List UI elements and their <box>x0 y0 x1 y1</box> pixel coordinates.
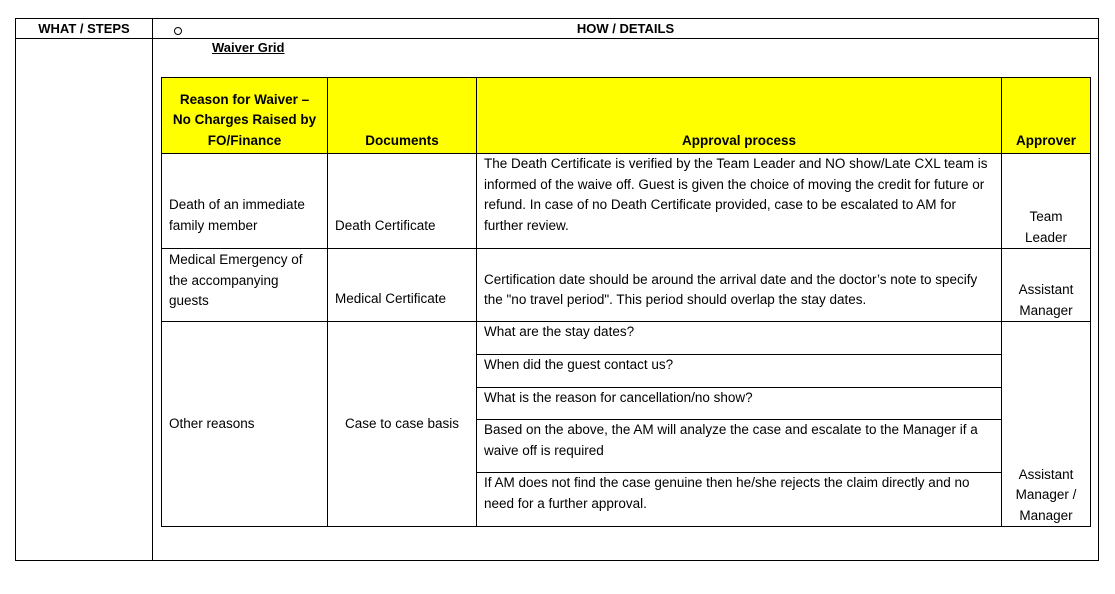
approval-cell: Certification date should be around the arrival date and the doctor’s note to specify the "no travel period". This period should overlap the stay dates. <box>477 249 1002 322</box>
approval-cell: The Death Certificate is verified by the Team Leader and NO show/Late CXL team is informed of the waive off. Guest is given the choice of moving the credit for future or refund. In case of no Death Certificate provided, case to be escalated to AM for further review. <box>477 154 1002 249</box>
waiver-grid-table <box>161 77 1091 527</box>
documents-cell: Medical Certificate <box>328 249 477 322</box>
hollow-bullet-icon <box>174 27 182 35</box>
documents-cell: Death Certificate <box>328 154 477 249</box>
list-item: What are the stay dates? <box>477 322 1001 355</box>
how-details-header: HOW / DETAILS <box>576 21 675 36</box>
documents-cell: Case to case basis <box>328 322 477 527</box>
documents-header: Documents <box>328 78 477 154</box>
approval-steps-list <box>477 322 1001 526</box>
approver-header: Approver <box>1002 78 1091 154</box>
reason-cell: Medical Emergency of the accompanying guests <box>162 249 328 322</box>
approver-cell: Assistant Manager <box>1002 249 1091 322</box>
section-title: Waiver Grid <box>212 40 285 55</box>
list-item: If AM does not find the case genuine then he/she rejects the claim directly and no need for a further approval. <box>484 475 970 511</box>
table-row <box>162 249 1091 322</box>
what-steps-header: WHAT / STEPS <box>16 19 153 38</box>
table-row <box>162 322 1091 527</box>
reason-cell: Other reasons <box>162 322 328 527</box>
column-divider <box>152 38 153 560</box>
table-header-row <box>162 78 1091 154</box>
approver-cell: Assistant Manager / Manager <box>1002 322 1091 527</box>
list-item: When did the guest contact us? <box>477 355 1001 388</box>
list-item: Based on the above, the AM will analyze the case and escalate to the Manager if a waive off is required <box>477 420 1001 473</box>
approval-steps-cell <box>477 322 1002 527</box>
approver-cell: Team Leader <box>1002 154 1091 249</box>
table-row <box>162 154 1091 249</box>
list-item: What is the reason for cancellation/no show? <box>477 388 1001 420</box>
approval-header: Approval process <box>477 78 1002 154</box>
reason-cell: Death of an immediate family member <box>162 154 328 249</box>
reason-header: Reason for Waiver – No Charges Raised by FO/Finance <box>162 78 328 154</box>
